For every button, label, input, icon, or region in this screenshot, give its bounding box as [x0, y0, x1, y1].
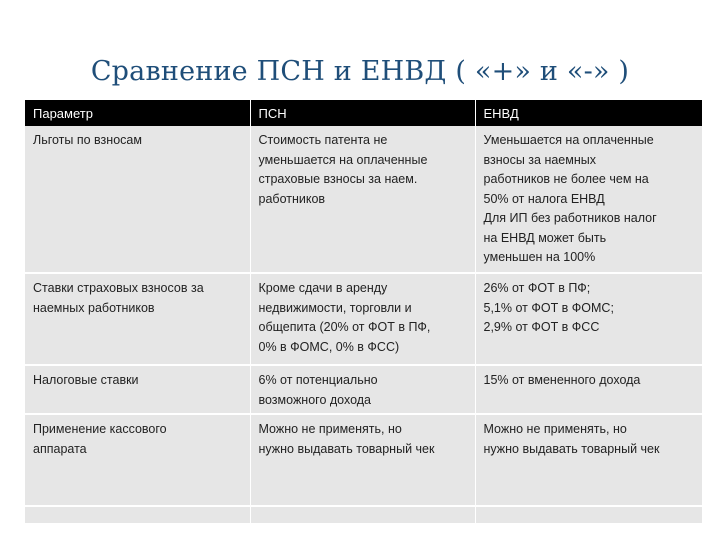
cell-envd: 26% от ФОТ в ПФ; 5,1% от ФОТ в ФОМС; 2,9% от ФОТ в ФСС [475, 273, 702, 365]
cell-envd: Уменьшается на оплаченные взносы за наемных работников не более чем на 50% от налога ЕНВД Для ИП без работников налог на ЕНВД может быть уменьшен на 100% [475, 126, 702, 273]
table-row [25, 273, 702, 365]
cell-psn: 6% от потенциально возможного дохода [250, 365, 475, 414]
cell-parameter: Налоговые ставки [25, 365, 250, 414]
table-row [25, 365, 702, 414]
table-row [25, 126, 702, 273]
cell-empty [250, 506, 475, 524]
header-envd: ЕНВД [475, 100, 702, 126]
cell-envd: 15% от вмененного дохода [475, 365, 702, 414]
cell-psn: Стоимость патента не уменьшается на оплаченные страховые взносы за наем. работников [250, 126, 475, 273]
header-psn: ПСН [250, 100, 475, 126]
cell-parameter: Ставки страховых взносов за наемных работников [25, 273, 250, 365]
header-parameter: Параметр [25, 100, 250, 126]
comparison-table [25, 100, 702, 525]
cell-envd: Можно не применять, но нужно выдавать товарный чек [475, 414, 702, 506]
slide-title: Сравнение ПСН и ЕНВД ( «+» и «-» ) [90, 56, 630, 87]
table-row-empty [25, 506, 702, 524]
cell-parameter: Льготы по взносам [25, 126, 250, 273]
cell-parameter: Применение кассового аппарата [25, 414, 250, 506]
table-header-row [25, 100, 702, 126]
cell-empty [475, 506, 702, 524]
cell-psn: Кроме сдачи в аренду недвижимости, торговли и общепита (20% от ФОТ в ПФ, 0% в ФОМС, 0% в ФСС) [250, 273, 475, 365]
cell-empty [25, 506, 250, 524]
table-row [25, 414, 702, 506]
cell-psn: Можно не применять, но нужно выдавать товарный чек [250, 414, 475, 506]
